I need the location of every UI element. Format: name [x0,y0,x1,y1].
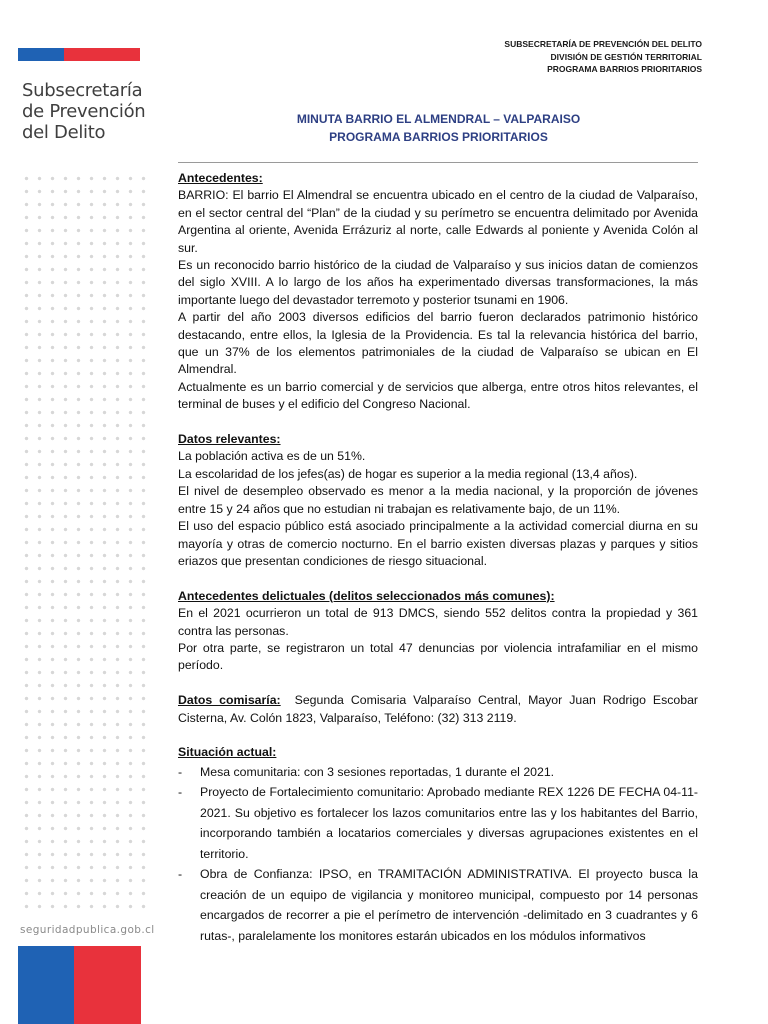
comisaria-text: Segunda Comisaria Valparaíso Central, Mayor Juan Rodrigo Escobar Cisterna, Av. Colón 1823, Valparaíso, Teléfono: (32) 313 2119. [178,693,699,725]
flag-red-block-bottom [74,946,141,1024]
logo-line-2: de Prevención [22,101,146,122]
situacion-item-1: Mesa comunitaria: con 3 sesiones reportadas, 1 durante el 2021. [200,764,555,779]
logo-line-1: Subsecretaría [22,80,143,101]
list-item: - Obra de Confianza: IPSO, en TRAMITACIÓN ADMINISTRATIVA. El proyecto busca la creación de un equipo de vigilancia y monitoreo municipal, compuesto por 14 personas encargados de recorrer a pie el perímetro de intervención -delimitado en 3 cuadrantes y 6 rutas-, paralelamente los monitores estarán ubicados en los módulos informativos [178,867,698,943]
datos-paragraph-4: El uso del espacio público está asociado principalmente a la actividad comercial diurna en su mayoría y otras de comercio nocturno. En el barrio existen diversas plazas y parques y sitios eriazos que presentan condiciones de riesgo situacional. [178,519,698,568]
antecedentes-paragraph-3: A partir del año 2003 diversos edificios del barrio fueron declarados patrimonio histórico destacando, entre ellos, la Iglesia de la Providencia. Es tal la relevancia histórica del barrio, que un 37% de los elementos patrimoniales de la ciudad de Valparaíso se ubican en El Almendral. [178,310,698,377]
flag-blue-block-bottom [18,946,74,1024]
logo-line-3: del Delito [22,122,106,143]
comisaria-paragraph [178,692,698,727]
antecedentes-paragraph-2: Es un reconocido barrio histórico de la ciudad de Valparaíso y sus inicios datan de comienzos del siglo XVIII. A lo largo de los años ha experimentado diversas transformaciones, la más importante luego del devastador terremoto y posterior tsunami en 1906. [178,258,698,307]
section-heading-situacion: Situación actual: [178,745,277,760]
antecedentes-paragraph-1: BARRIO: El barrio El Almendral se encuentra ubicado en el centro de la ciudad de Valparaíso, en el sector central del “Plan” de la ciudad y su perímetro se encuentra delimitado por Avenida Argentina al oriente, Avenida Errázuriz al norte, calle Edwards al poniente y Avenida Colón al sur. [178,188,698,255]
header-line-3: PROGRAMA BARRIOS PRIORITARIOS [547,64,702,74]
situacion-item-3: Obra de Confianza: IPSO, en TRAMITACIÓN ADMINISTRATIVA. El proyecto busca la creación de un equipo de vigilancia y monitoreo municipal, compuesto por 14 personas encargados de recorrer a pie el perímetro de intervención -delimitado en 3 cuadrantes y 6 rutas-, paralelamente los monitores estarán ubicados en los módulos informativos [200,867,698,943]
document-body [178,170,698,946]
situacion-list [178,762,698,947]
header-line-2: DIVISIÓN DE GESTIÓN TERRITORIAL [550,51,702,62]
title-line-1: MINUTA BARRIO EL ALMENDRAL – VALPARAISO [296,112,581,126]
dot-pattern-decoration [20,172,150,912]
section-heading-delictuales: Antecedentes delictuales (delitos seleccionados más comunes): [178,588,555,603]
header-line-1: SUBSECRETARÍA DE PREVENCIÓN DEL DELITO [504,39,702,49]
flag-stripe-top [18,48,140,61]
datos-paragraph-3: El nivel de desempleo observado es menor a la media nacional, y la proporción de jóvenes entre 15 y 24 años que no estudian ni trabajan es relativamente bajo, de un 11%. [178,484,698,516]
document-header [480,38,702,76]
flag-stripe-bottom [18,946,141,1024]
list-item: - Proyecto de Fortalecimiento comunitario: Aprobado mediante REX 1226 DE FECHA 04-11-2021. Su objetivo es fortalecer los lazos comunitarios entre las y los habitantes del Barrio, incorporando también a locatarios comerciales y diversas agrupaciones existentes en el territorio. [178,785,698,861]
flag-red-block [64,48,140,61]
delictuales-paragraph-2: Por otra parte, se registraron un total 47 denuncias por violencia intrafamiliar en el mismo período. [178,640,698,673]
horizontal-divider [178,162,698,163]
situacion-item-2: Proyecto de Fortalecimiento comunitario: Aprobado mediante REX 1226 DE FECHA 04-11-2021. Su objetivo es fortalecer los lazos comunitarios entre las y los habitantes del Barrio, incorporando también a locatarios comerciales y diversas agrupaciones existentes en el territorio. [200,785,698,861]
antecedentes-paragraph-4: Actualmente es un barrio comercial y de servicios que alberga, entre otros hitos relevantes, el terminal de buses y el edificio del Congreso Nacional. [178,379,698,412]
datos-paragraph-2: La escolaridad de los jefes(as) de hogar es superior a la media regional (13,4 años). [178,466,638,481]
datos-paragraph-1: La población activa es de un 51%. [178,449,366,464]
institution-logo [22,80,152,143]
document-title [180,110,697,146]
title-line-2: PROGRAMA BARRIOS PRIORITARIOS [329,130,548,144]
delictuales-paragraph-1: En el 2021 ocurrieron un total de 913 DMCS, siendo 552 delitos contra la propiedad y 361 contra las personas. [178,606,698,638]
section-heading-datos: Datos relevantes: [178,432,281,447]
list-item: - Mesa comunitaria: con 3 sesiones reportadas, 1 durante el 2021. [178,764,555,779]
section-heading-antecedentes: Antecedentes: [178,171,263,185]
flag-blue-block [18,48,64,61]
website-url: seguridadpublica.gob.cl [20,924,155,936]
section-heading-comisaria: Datos comisaría: [178,693,281,708]
